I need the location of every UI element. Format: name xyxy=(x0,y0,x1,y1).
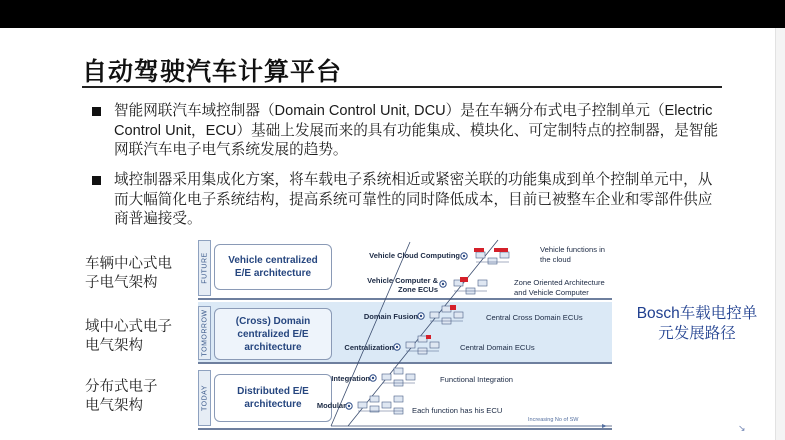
slide-title: 自动驾驶汽车计算平台 xyxy=(82,58,343,86)
desc-cloud: Vehicle functions in the cloud xyxy=(540,245,606,264)
desc-integration: Functional Integration xyxy=(440,375,514,384)
label-distributed: 分布式电子电气架构 xyxy=(85,379,158,414)
axis-label-sw: Increasing No of SW xyxy=(528,417,579,423)
desc-modular: Each function has his ECU xyxy=(412,406,503,415)
top-black-bar xyxy=(0,0,785,28)
bullet-text-2: 域控制器采用集成化方案，将车载电子系统相近或紧密关联的功能集成到单个控制单元中，从而大幅简化电子系统结构，提高系统可靠性的同时降低成本，目前已被整车企业和零部件供应商普遍接受。 xyxy=(114,172,713,227)
stage-label-integration: Integration xyxy=(331,374,370,383)
label-vehicle-central: 车辆中心式电子电气架构 xyxy=(85,256,172,291)
stage-label-cloud: Vehicle Cloud Computing xyxy=(369,251,460,260)
desc-centralization: Central Domain ECUs xyxy=(460,343,535,352)
era-tab-today: TODAY xyxy=(198,370,211,426)
arrow-right-icon xyxy=(602,424,607,428)
desc-fusion: Central Cross Domain ECUs xyxy=(486,313,583,322)
arch-box-tomorrow: (Cross) Domain centralized E/E architecture xyxy=(214,308,332,360)
bosch-caption: Bosch车载电控单元发展路径 xyxy=(636,305,758,342)
arch-box-today: Distributed E/E architecture xyxy=(214,374,332,422)
square-bullet-icon xyxy=(92,176,101,185)
stage-label-computer: Vehicle Computer & Zone ECUs xyxy=(367,276,438,294)
label-domain-central: 域中心式电子电气架构 xyxy=(85,319,172,354)
era-tab-tomorrow: TOMORROW xyxy=(198,306,211,360)
arch-box-future: Vehicle centralized E/E architecture xyxy=(214,244,332,290)
desc-computer: Zone Oriented Architecture and Vehicle Computer xyxy=(514,278,605,297)
ee-architecture-diagram xyxy=(198,236,612,432)
square-bullet-icon xyxy=(92,107,101,116)
stage-label-modular: Modular xyxy=(316,401,346,410)
stage-label-fusion: Domain Fusion xyxy=(363,312,418,321)
bullet-text-1: 智能网联汽车域控制器（Domain Control Unit, DCU）是在车辆分布式电子控制单元（Electric Control Unit，ECU）基础上发展而来的具有功能集成、模块化、可定制特点的控制器，是智能网联汽车电子电气系统发展的趋势。 xyxy=(114,103,719,158)
slide-right-edge xyxy=(775,28,785,440)
corner-arrow-icon: ↘ xyxy=(738,423,746,433)
era-tab-future: FUTURE xyxy=(198,240,211,296)
stage-label-centralization: Centralization xyxy=(344,343,394,352)
title-underline xyxy=(82,86,722,88)
